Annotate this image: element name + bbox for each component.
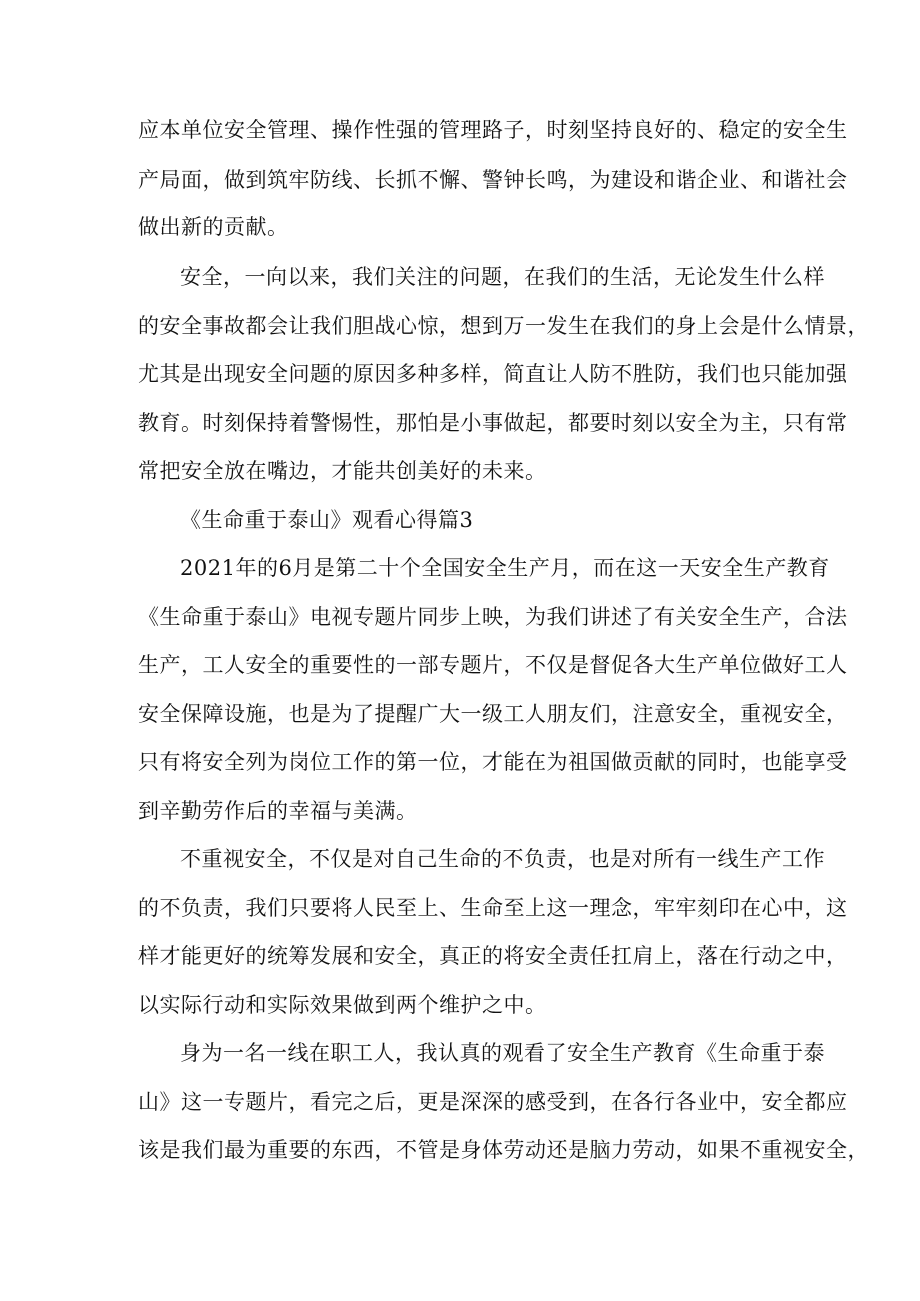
text-line: 不重视安全，不仅是对自己生命的不负责，也是对所有一线生产工作 xyxy=(180,847,825,871)
text-line: 该是我们最为重要的东西，不管是身体劳动还是脑力劳动，如果不重视安全， xyxy=(138,1138,869,1162)
text-line: 教育。时刻保持着警惕性，那怕是小事做起，都要时刻以安全为主，只有常 xyxy=(138,411,848,435)
text-line: 的安全事故都会让我们胆战心惊，想到万一发生在我们的身上会是什么情景， xyxy=(138,314,869,338)
section-heading: 《生命重于泰山》观看心得篇3 xyxy=(180,508,474,532)
text-line: 只有将安全列为岗位工作的第一位，才能在为祖国做贡献的同时，也能享受 xyxy=(138,750,848,774)
text-line: 生产，工人安全的重要性的一部专题片，不仅是督促各大生产单位做好工人 xyxy=(138,653,848,677)
text-line: 尤其是出现安全问题的原因多种多样，简直让人防不胜防，我们也只能加强 xyxy=(138,362,848,386)
text-line: 安全保障设施，也是为了提醒广大一级工人朋友们，注意安全，重视安全， xyxy=(138,702,848,726)
text-line: 山》这一专题片，看完之后，更是深深的感受到，在各行各业中，安全都应 xyxy=(138,1090,848,1114)
text-line: 《生命重于泰山》电视专题片同步上映，为我们讲述了有关安全生产，合法 xyxy=(138,605,848,629)
text-line: 身为一名一线在职工人，我认真的观看了安全生产教育《生命重于泰 xyxy=(180,1041,825,1065)
text-line: 产局面，做到筑牢防线、长抓不懈、警钟长鸣，为建设和谐企业、和谐社会 xyxy=(138,168,848,192)
text-line: 常把安全放在嘴边，才能共创美好的未来。 xyxy=(138,459,547,483)
text-line: 安全，一向以来，我们关注的问题，在我们的生活，无论发生什么样 xyxy=(180,265,825,289)
text-line: 做出新的贡献。 xyxy=(138,215,289,239)
text-line: 到辛勤劳作后的幸福与美满。 xyxy=(138,799,418,823)
text-line: 应本单位安全管理、操作性强的管理路子，时刻坚持良好的、稳定的安全生 xyxy=(138,118,848,142)
text-line: 2021年的6月是第二十个全国安全生产月，而在这一天安全生产教育 xyxy=(180,556,830,580)
text-line: 样才能更好的统筹发展和安全，真正的将安全责任扛肩上，落在行动之中， xyxy=(138,944,848,968)
text-line: 的不负责，我们只要将人民至上、生命至上这一理念，牢牢刻印在心中，这 xyxy=(138,896,848,920)
text-line: 以实际行动和实际效果做到两个维护之中。 xyxy=(138,993,547,1017)
